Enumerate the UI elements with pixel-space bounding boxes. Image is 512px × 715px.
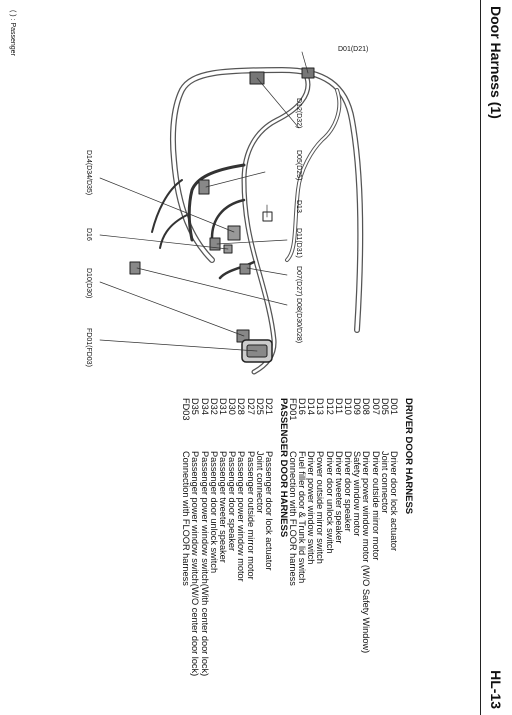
table-row: [361, 398, 370, 653]
connector-description: Passenger power window switch(W/O center door lock): [190, 451, 201, 677]
connector-d08: [130, 262, 140, 274]
table-row: [306, 398, 315, 653]
callout-d12: D12(D32): [295, 98, 302, 129]
connector-d14: [228, 226, 240, 240]
page-title: Door Harness (1): [488, 6, 504, 119]
connector-code: D25: [254, 398, 265, 415]
callout-fd01: FD01(FD03): [85, 328, 92, 367]
connector-code: D28: [236, 398, 247, 415]
passenger-table-title: PASSENGER DOOR HARNESS: [278, 398, 289, 538]
connector-d13: [263, 212, 272, 221]
driver-table-rows: [288, 398, 398, 653]
connector-code: D35: [190, 398, 201, 415]
connector-code: D10: [343, 398, 354, 415]
callout-d08: D08(D30/D28): [295, 298, 302, 344]
connector-description: Safety window motor: [352, 451, 363, 537]
connector-code: D14: [306, 398, 317, 415]
leader-d07: [247, 268, 287, 275]
connector-code: FD03: [181, 398, 192, 421]
table-row: [370, 398, 379, 653]
connector-code: D11: [333, 398, 344, 415]
connector-code: D12: [324, 398, 335, 415]
connector-d07: [240, 264, 250, 274]
connector-d05: [199, 180, 209, 194]
callout-d07: D07(D27): [295, 266, 302, 297]
connector-code: D32: [208, 398, 219, 415]
connector-description: Driver power window switch: [306, 451, 317, 565]
table-row: [209, 398, 218, 676]
table-row: [352, 398, 361, 653]
connector-code: D31: [218, 398, 229, 415]
table-row: [200, 398, 209, 676]
connector-description: Driver outside mirror motor: [370, 451, 381, 561]
connector-code: D01: [389, 398, 399, 415]
table-row: [264, 398, 273, 676]
connector-code: D09: [352, 398, 363, 415]
connector-description: Driver door lock actuator: [389, 451, 399, 552]
table-row: [334, 398, 343, 653]
callout-d01: D01(D21): [338, 46, 369, 53]
connector-code: D30: [227, 398, 238, 415]
callout-d13: D13: [295, 200, 302, 213]
table-row: [315, 398, 324, 653]
connector-code: D27: [245, 398, 256, 415]
connector-code: D05: [379, 398, 390, 415]
connector-code: D13: [315, 398, 326, 415]
callout-d05: D05(D25): [295, 150, 302, 181]
connector-description: Connection with FLOOR harness: [287, 451, 298, 586]
connector-description: Joint connector: [254, 451, 265, 514]
table-row: [236, 398, 245, 676]
connector-code: D07: [370, 398, 381, 415]
connector-description: Passenger door unlock switch: [208, 451, 219, 574]
connector-code: D34: [199, 398, 210, 415]
connector-description: Passenger tweeter speaker: [218, 451, 229, 563]
table-row: [325, 398, 334, 653]
connector-description: Passenger outside mirror motor: [245, 451, 256, 580]
connector-description: Driver tweeter speaker: [333, 451, 344, 544]
table-row: [343, 398, 352, 653]
table-row: [288, 398, 297, 653]
connector-description: Passenger door speaker: [227, 451, 238, 552]
passenger-table-rows: [181, 398, 273, 676]
callout-d14: D14(D34/D35): [85, 150, 92, 196]
table-row: [227, 398, 236, 676]
connector-code: D16: [297, 398, 308, 415]
leader-d05: [206, 172, 265, 187]
connector-code: D08: [361, 398, 372, 415]
table-row: [181, 398, 190, 676]
connector-description: Fuel filler door & Trunk lid switch: [297, 451, 308, 584]
driver-table-title: DRIVER DOOR HARNESS: [403, 398, 414, 515]
passenger-door-harness-table: [181, 398, 289, 676]
table-row: [297, 398, 306, 653]
leader-fd01: [100, 340, 257, 351]
connector-description: Driver power window motor (W/O Safety Window): [361, 451, 372, 654]
driver-door-harness-table: [288, 398, 414, 653]
leader-d10: [100, 282, 244, 336]
table-row: [255, 398, 264, 676]
connector-code: FD01: [287, 398, 298, 421]
page-number: HL-13: [488, 670, 504, 709]
table-row: [380, 398, 389, 653]
connector-description: Passenger power window switch(With center door lock): [199, 451, 210, 677]
table-row: [218, 398, 227, 676]
connector-description: Power outside mirror switch: [315, 451, 326, 564]
callout-d10: D10(D30): [85, 268, 92, 299]
table-row: [389, 398, 398, 653]
callout-d11: D11(D31): [295, 228, 302, 258]
connector-description: Driver door speaker: [343, 451, 354, 532]
connector-description: Passenger power window motor: [236, 451, 247, 582]
connector-description: Joint connector: [379, 451, 390, 514]
connector-code: D21: [264, 398, 274, 415]
connector-description: Connection with FLOOR harness: [181, 451, 192, 586]
connector-description: Driver door unlock switch: [324, 451, 335, 554]
leader-d14: [100, 178, 234, 232]
table-row: [245, 398, 254, 676]
callout-d16: D16: [85, 228, 92, 241]
passenger-legend-note: ( ) : Passenger: [9, 10, 16, 56]
table-row: [190, 398, 199, 676]
connector-description: Passenger door lock actuator: [264, 451, 274, 571]
